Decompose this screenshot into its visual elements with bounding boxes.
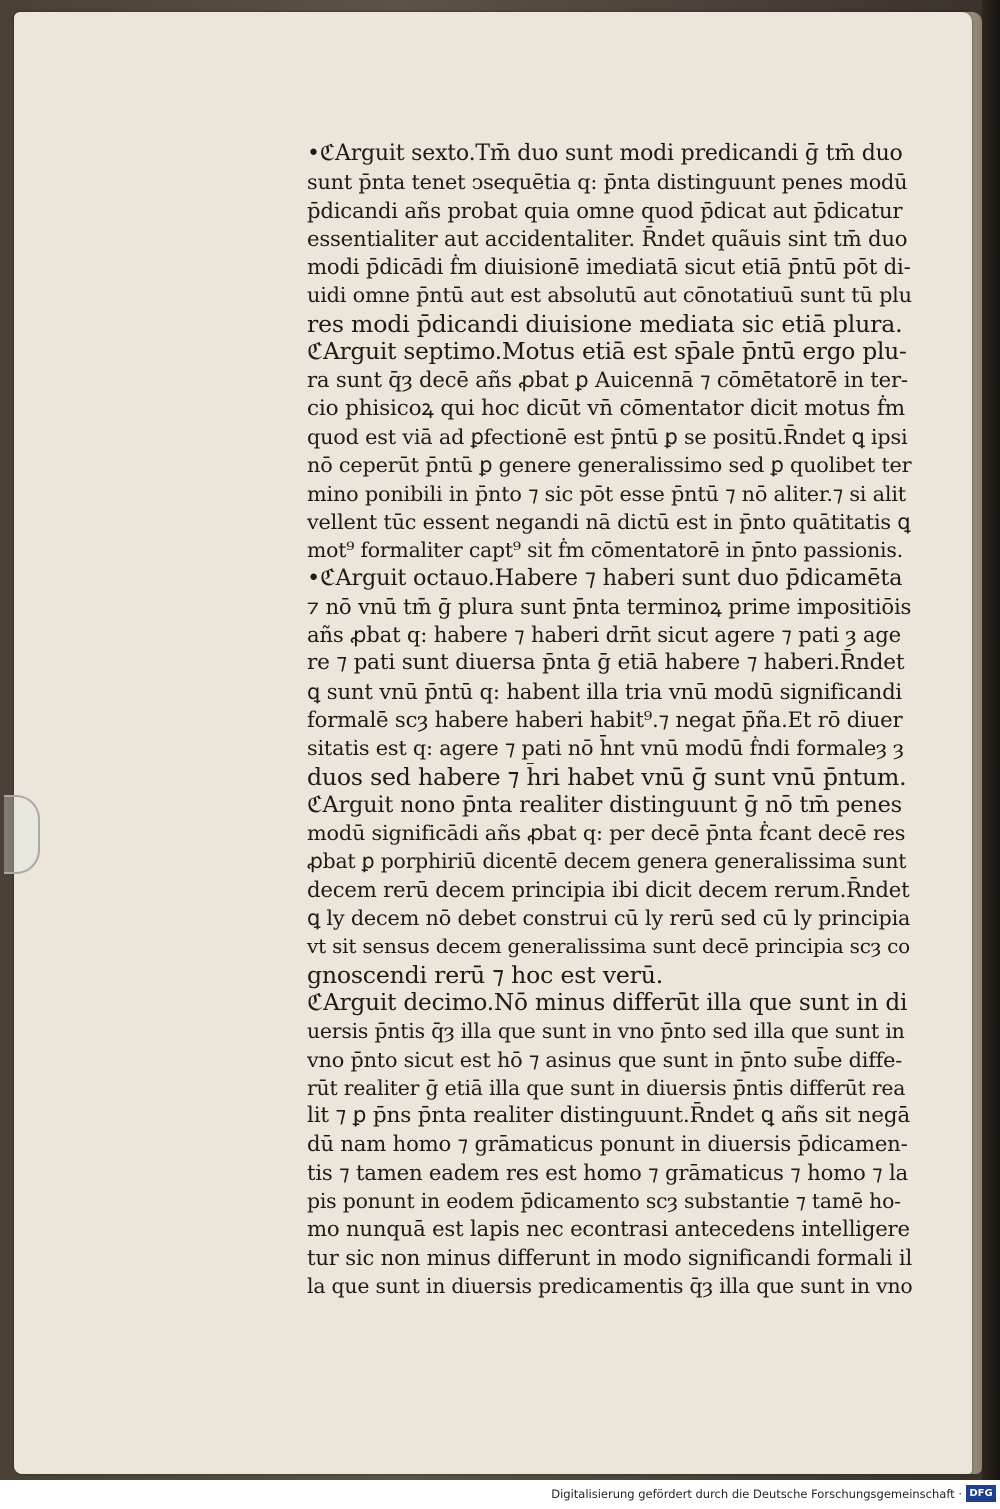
text-line: •ℭArguit sexto.Tm̄ duo sunt modi predicandi ḡ tm̄ duo: [307, 141, 903, 166]
text-line: cio phisicoꝝ qui hoc dicūt vn̄ cōmentator dicit motus ḟm: [307, 395, 905, 421]
text-line: la que sunt in diuersis predicamentis q̄ȝ illa que sunt in vno: [307, 1273, 912, 1298]
text-line: ℭArguit decimo.Nō minus differūt illa que sunt in di: [307, 988, 908, 1016]
text-line: modū significādi añs ꝓbat q: per decē p̄nta ḟcant decē res: [307, 821, 906, 846]
text-line: ꝗ ly decem nō debet construi cū ly rerū sed cū ly principia: [307, 906, 911, 931]
paper-clip: [4, 795, 40, 874]
text-line: duos sed habere ⁊ h̄ri habet vnū ḡ sunt vnū p̄ntum.: [307, 762, 907, 791]
text-line: vt sit sensus decem generalissima sunt decē principia scȝ co: [307, 934, 910, 959]
text-line: ℭArguit septimo.Motus etiā est sp̄ale p̄ntū ergo plu-: [307, 338, 907, 366]
text-line: rūt realiter ḡ etiā illa que sunt in diuersis p̄ntis differūt rea: [307, 1075, 906, 1100]
text-line: uidi omne p̄ntū aut est absolutū aut cōnotatiuū sunt tū plu: [307, 283, 912, 308]
text-line: ꝗ sunt vnū p̄ntū q: habent illa tria vnū modū significandi: [307, 678, 903, 704]
dfg-logo-icon: DFG: [966, 1485, 996, 1502]
text-line: ra sunt q̄ȝ decē añs ꝓbat ꝑ Auicennā ⁊ cōmētatorē in ter-: [307, 367, 908, 393]
text-line: dū nam homo ⁊ grāmaticus ponunt in diuersis p̄dicamen-: [307, 1131, 908, 1157]
text-line: formalē scȝ habere haberi habit⁹.⁊ negat p̄ña.Et rō diuer: [307, 706, 903, 732]
text-line: vno p̄nto sicut est hō ⁊ asinus que sunt in p̄nto sub̄e diffe-: [307, 1047, 903, 1072]
text-line: mot⁹ formaliter capt⁹ sit ḟm cōmentatorē in p̄nto passionis.: [307, 538, 903, 563]
text-line: modi p̄dicādi ḟm diuisionē imediatā sicut etiā p̄ntū pōt di-: [307, 254, 911, 280]
text-line: ꝓbat ꝑ porphiriū dicentē decem genera generalissima sunt: [307, 849, 907, 874]
text-line: mino ponibili in p̄nto ⁊ sic pōt esse p̄ntū ⁊ nō aliter.⁊ si alit: [307, 481, 906, 506]
text-line: sitatis est q: agere ⁊ pati nō h̄nt vnū modū ḟndi formaleȝ ȝ: [307, 736, 904, 761]
text-line: ⁊ nō vnū tm̄ ḡ plura sunt p̄nta terminoꝝ prime impositiōis: [307, 593, 912, 619]
text-line: lit ⁊ ꝑ p̄ns p̄nta realiter distinguunt.R̄ndet ꝗ añs sit negā: [307, 1103, 911, 1129]
text-line: vellent tūc essent negandi nā dictū est in p̄nto quātitatis ꝗ: [307, 509, 911, 534]
text-line: uersis p̄ntis q̄ȝ illa que sunt in vno p̄nto sed illa que sunt in: [307, 1019, 905, 1044]
text-line: res modi p̄dicandi diuisione mediata sic etiā plura.: [307, 309, 903, 338]
funding-credit: Digitalisierung gefördert durch die Deutsche Forschungsgemeinschaft ·: [551, 1487, 962, 1501]
text-line: gnoscendi rerū ⁊ hoc est verū.: [307, 960, 664, 989]
text-line: ℭArguit nono p̄nta realiter distinguunt ḡ nō tm̄ penes: [307, 791, 902, 818]
text-line: añs ꝓbat q: habere ⁊ haberi drn̄t sicut agere ⁊ pati ȝ age: [307, 622, 901, 648]
text-line: re ⁊ pati sunt diuersa p̄nta ḡ etiā habere ⁊ haberi.R̄ndet: [307, 650, 905, 676]
text-line: essentialiter aut accidentaliter. R̄ndet quãuis sint tm̄ duo: [307, 225, 908, 251]
footer-bar: [0, 1480, 1000, 1509]
text-block: [307, 140, 912, 1298]
text-line: tur sic non minus differunt in modo significandi formali il: [307, 1244, 912, 1270]
text-line: sunt p̄nta tenet ↄsequētia q: p̄nta distinguunt penes modū: [307, 170, 908, 195]
text-line: mo nunquā est lapis nec econtrasi antecedens intelligere: [307, 1216, 910, 1242]
text-line: tis ⁊ tamen eadem res est homo ⁊ grāmaticus ⁊ homo ⁊ la: [307, 1159, 908, 1185]
text-line: p̄dicandi añs probat quia omne quod p̄dicat aut p̄dicatur: [307, 197, 903, 223]
binding-gutter: [982, 0, 1000, 1480]
text-line: •ℭArguit octauo.Habere ⁊ haberi sunt duo p̄dicamēta: [307, 565, 903, 592]
text-line: decem rerū decem principia ibi dicit decem rerum.R̄ndet: [307, 876, 910, 902]
text-line: pis ponunt in eodem p̄dicamento scȝ substantie ⁊ tamē ho-: [307, 1188, 901, 1213]
text-line: nō ceperūt p̄ntū ꝑ genere generalissimo sed ꝑ quolibet ter: [307, 453, 912, 478]
text-line: quod est viā ad ꝑfectionē est p̄ntū ꝑ se positū.R̄ndet ꝗ ipsi: [307, 424, 908, 449]
